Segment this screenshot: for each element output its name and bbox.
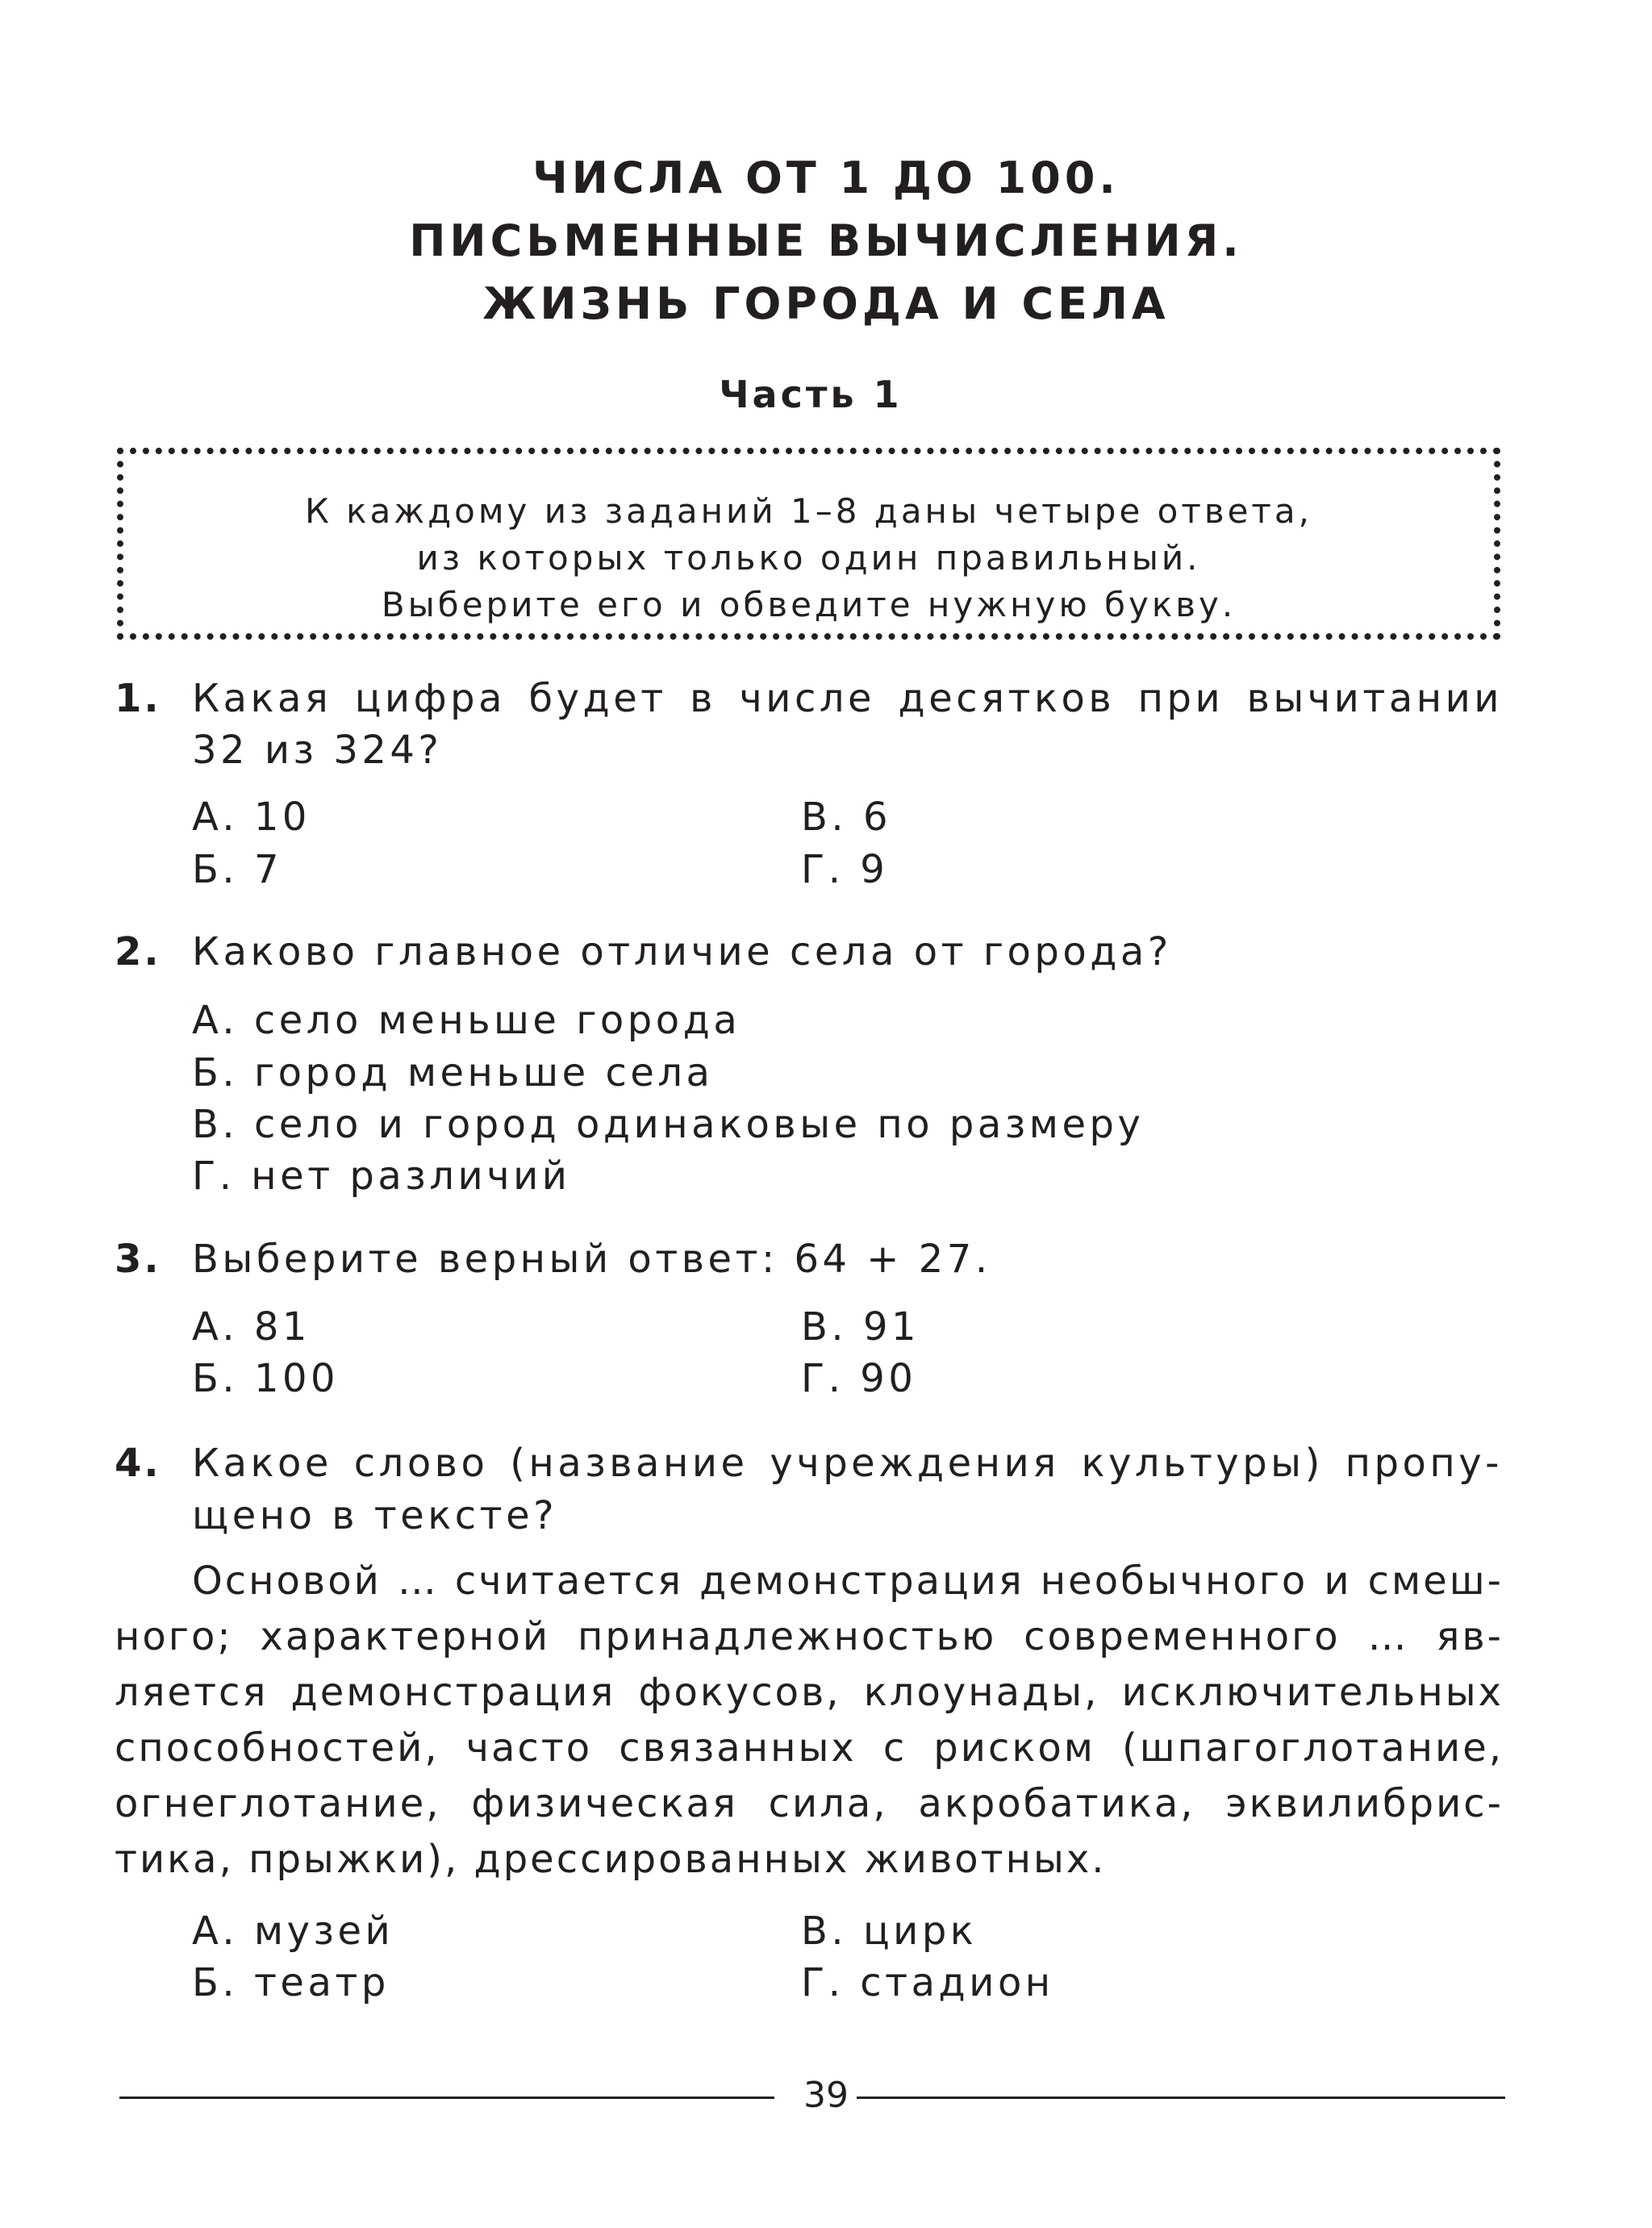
answer-option[interactable]: Г. 9 xyxy=(801,847,889,892)
answer-option[interactable]: Г. стадион xyxy=(801,1960,1054,2005)
passage-line: Основой … считается демонстрация необычного и смеш- xyxy=(192,1558,1504,1604)
answer-option[interactable]: В. 91 xyxy=(801,1304,920,1350)
answer-option[interactable]: А. 10 xyxy=(192,795,311,840)
passage-line: ляется демонстрация фокусов, клоунады, исключительных xyxy=(115,1670,1504,1715)
question-text: Каково главное отличие села от города? xyxy=(192,929,1172,974)
footer-rule-right xyxy=(857,2097,1505,2099)
title-line: ЖИЗНЬ ГОРОДА И СЕЛА xyxy=(482,278,1170,329)
question-text: Какая цифра будет в числе десятков при вычитании xyxy=(192,676,1503,721)
instruction-line: из которых только один правильный. xyxy=(416,538,1201,578)
passage-line: огнеглотание, физическая сила, акробатика, эквилибрис- xyxy=(115,1781,1504,1826)
answer-option[interactable]: Б. город меньше села xyxy=(192,1050,714,1095)
answer-option[interactable]: В. 6 xyxy=(801,795,891,840)
answer-option[interactable]: В. село и город одинаковые по размеру xyxy=(192,1102,1145,1147)
question-number: 4. xyxy=(115,1441,161,1486)
instruction-box xyxy=(117,448,1500,640)
title-line: ПИСЬМЕННЫЕ ВЫЧИСЛЕНИЯ. xyxy=(409,215,1243,266)
question-number: 3. xyxy=(115,1237,161,1282)
passage xyxy=(115,1558,1504,1892)
passage-line: ного; характерной принадлежностью современного … яв- xyxy=(115,1614,1504,1659)
instruction-line: Выберите его и обведите нужную букву. xyxy=(381,585,1237,624)
passage-line: способностей, часто связанных с риском (шпагоглотание, xyxy=(115,1725,1504,1771)
question-text: щено в тексте? xyxy=(192,1493,558,1538)
question-text: Какое слово (название учреждения культуры) пропу- xyxy=(192,1441,1503,1486)
question-text: 32 из 324? xyxy=(192,728,443,773)
question-number: 2. xyxy=(115,929,161,974)
instruction-line: К каждому из заданий 1–8 даны четыре ответа, xyxy=(305,491,1312,531)
question-text: Выберите верный ответ: 64 + 27. xyxy=(192,1237,991,1282)
answer-option[interactable]: Г. 90 xyxy=(801,1356,917,1401)
page-title xyxy=(0,147,1652,336)
part-heading: Часть 1 xyxy=(719,373,903,416)
instruction-text xyxy=(123,488,1494,628)
answer-option[interactable]: Г. нет различий xyxy=(192,1154,571,1199)
answer-option[interactable]: В. цирк xyxy=(801,1909,978,1954)
passage-line: тика, прыжки), дрессированных животных. xyxy=(115,1837,1107,1882)
answer-option[interactable]: Б. театр xyxy=(192,1960,390,2005)
page-number: 39 xyxy=(803,2075,849,2116)
answer-option[interactable]: Б. 100 xyxy=(192,1356,340,1401)
answer-option[interactable]: А. музей xyxy=(192,1909,394,1954)
title-line: ЧИСЛА ОТ 1 ДО 100. xyxy=(532,152,1120,203)
answer-option[interactable]: А. 81 xyxy=(192,1304,311,1350)
question-number: 1. xyxy=(115,676,161,721)
answer-option[interactable]: Б. 7 xyxy=(192,847,282,892)
answer-option[interactable]: А. село меньше города xyxy=(192,998,741,1043)
